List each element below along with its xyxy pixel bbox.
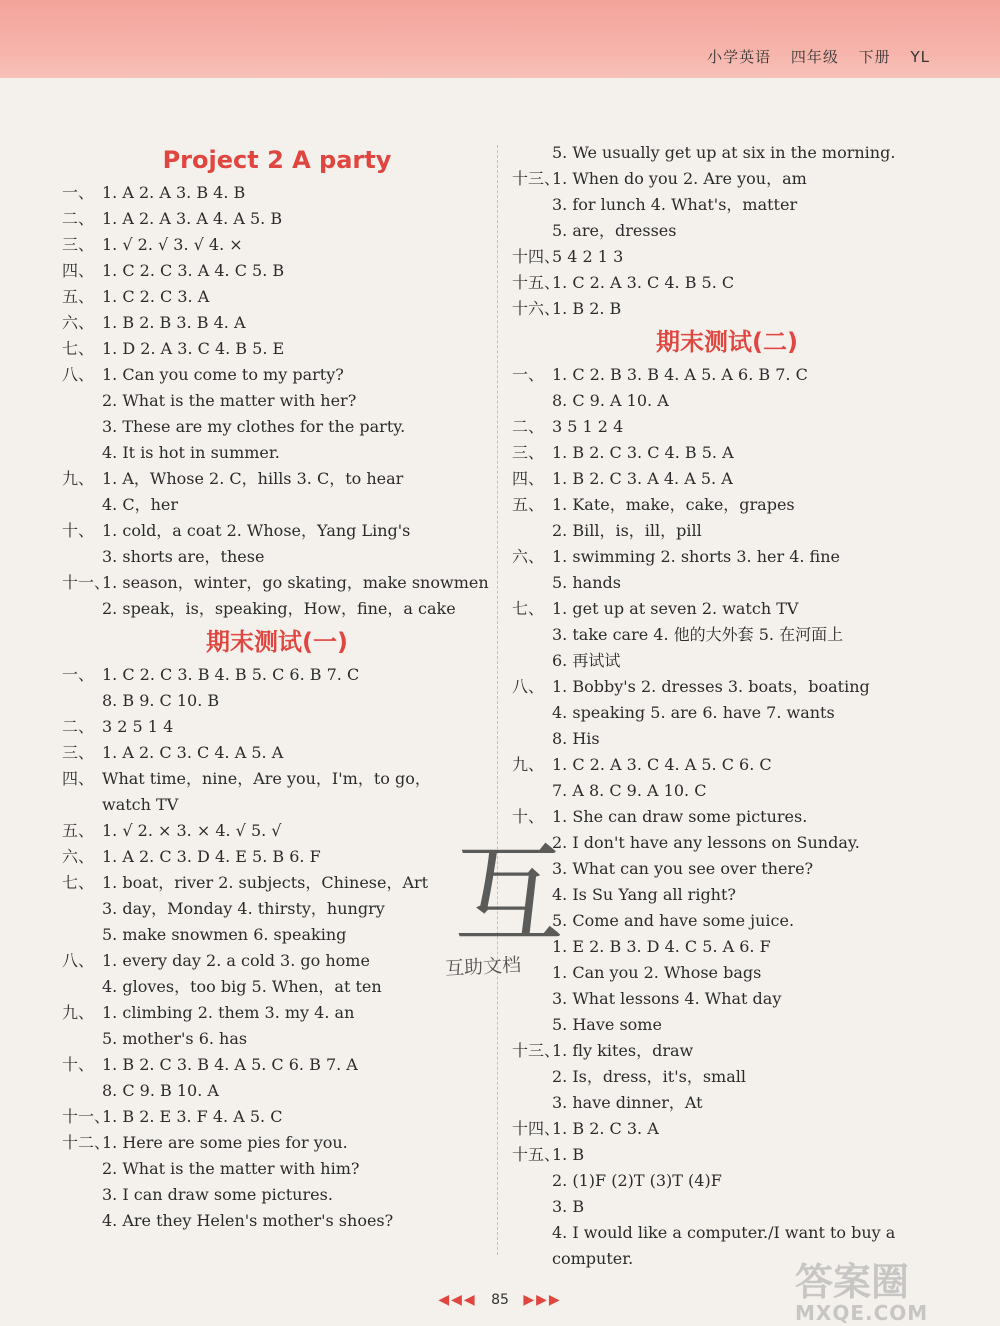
question-number [512,778,552,804]
header-subject: 小学英语 [707,48,772,66]
answer-row [62,1182,492,1208]
answer-text: 4. Is Su Yang all right? [552,885,736,904]
question-number [512,1194,552,1220]
answer-text: 4. speaking 5. are 6. have 7. wants [552,703,835,722]
question-number: 四、 [62,261,95,280]
answer-text: 1. C 2. C 3. B 4. B 5. C 6. B 7. C [102,665,360,684]
answer-row [512,1220,942,1246]
answer-row [512,700,942,726]
answer-text: 1. E 2. B 3. D 4. C 5. A 6. F [552,937,771,956]
answer-row [512,362,942,388]
answer-row [62,766,492,792]
question-number [512,192,552,218]
answer-row [512,1064,942,1090]
question-number: 一、 [62,183,95,202]
question-number [512,570,552,596]
answer-row [512,1194,942,1220]
answer-row [62,792,492,818]
answer-row [512,1116,942,1142]
answer-text: 4. C，her [102,495,179,514]
stamp-character: 互 [454,831,564,959]
header-edition: YL [910,48,930,66]
question-number: 五、 [62,287,95,306]
column-divider [497,145,498,1255]
answer-row [62,818,492,844]
answer-row [512,908,942,934]
question-number [512,1168,552,1194]
page-header [0,0,1000,78]
question-number: 十五、 [512,273,561,292]
answer-row [62,662,492,688]
question-number [512,648,552,674]
answer-text: 2. Is，dress，it's，small [552,1067,746,1086]
answer-row [512,882,942,908]
question-number: 十、 [62,521,95,540]
answer-row [62,570,492,596]
answer-row [62,180,492,206]
answer-text: 1. cold，a coat 2. Whose，Yang Ling's [102,521,411,540]
answer-text: 2. What is the matter with him? [102,1159,360,1178]
answer-row [62,206,492,232]
question-number: 七、 [62,339,95,358]
question-number: 三、 [512,443,545,462]
answer-row [512,388,942,414]
answer-row [512,726,942,752]
question-number [62,1078,102,1104]
question-number: 十、 [512,807,545,826]
answer-row [512,466,942,492]
answer-text: 1. A 2. A 3. B 4. B [102,183,246,202]
answer-row [62,688,492,714]
answer-row [512,296,942,322]
header-term: 下册 [858,48,891,66]
answer-text: 1. √ 2. √ 3. √ 4. × [102,235,243,254]
answer-text: 5. We usually get up at six in the morning. [552,143,896,162]
answer-row [62,1026,492,1052]
answer-text: 3. take care 4. 他的大外套 5. 在河面上 [552,625,844,644]
answer-text: 2. What is the matter with her? [102,391,357,410]
answer-text: 1. Can you come to my party? [102,365,344,384]
left-column [62,140,492,1234]
answer-row [62,310,492,336]
question-number [62,1156,102,1182]
answer-text: 3. I can draw some pictures. [102,1185,333,1204]
answer-row [62,740,492,766]
answer-text: 3. What lessons 4. What day [552,989,782,1008]
page-number: 85 [491,1292,509,1308]
answer-text: 1. B 2. C 3. B 4. A 5. C 6. B 7. A [102,1055,358,1074]
answer-row [512,1012,942,1038]
answer-text: 1. C 2. C 3. A 4. C 5. B [102,261,285,280]
question-number [62,1026,102,1052]
answer-text: What time，nine，Are you，I'm，to go， [102,769,431,788]
answer-text: 2. speak，is，speaking，How，fine，a cake [102,599,456,618]
next-arrows-icon: ▶▶▶ [523,1292,562,1308]
question-number: 一、 [512,365,545,384]
question-number: 十一、 [62,1107,111,1126]
answer-text: 1. boat，river 2. subjects，Chinese，Art [102,873,429,892]
answer-text: 1. Can you 2. Whose bags [552,963,762,982]
answer-row [62,440,492,466]
question-number: 十三、 [512,169,561,188]
answer-row [512,166,942,192]
answer-row [62,870,492,896]
answer-text: 1. swimming 2. shorts 3. her 4. fine [552,547,840,566]
answer-text: 3. shorts are，these [102,547,265,566]
answer-row [512,218,942,244]
answer-row [512,856,942,882]
answer-text: 1. When do you 2. Are you，am [552,169,807,188]
answer-row [512,1168,942,1194]
answer-row [512,778,942,804]
answer-text: 7. A 8. C 9. A 10. C [552,781,707,800]
answer-text: 2. Bill，is，ill，pill [552,521,702,540]
answer-text: 3. These are my clothes for the party. [102,417,406,436]
answer-row [512,492,942,518]
question-number [512,140,552,166]
question-number: 七、 [62,873,95,892]
answer-row [62,492,492,518]
question-number: 六、 [62,313,95,332]
answer-text: 8. C 9. B 10. A [102,1081,219,1100]
question-number: 十一、 [62,573,111,592]
answer-row [62,948,492,974]
question-number: 六、 [62,847,95,866]
answer-row [62,1052,492,1078]
question-number: 十二、 [62,1133,111,1152]
answer-row [512,596,942,622]
answer-text: 5. make snowmen 6. speaking [102,925,347,944]
question-number [512,1064,552,1090]
question-number [512,518,552,544]
answer-text: 5. are，dresses [552,221,677,240]
answer-row [512,830,942,856]
answer-text: 1. climbing 2. them 3. my 4. an [102,1003,355,1022]
watermark-cn: 答案圈 [795,1260,910,1304]
section-title: Project 2 A party [162,146,392,174]
question-number [512,1246,552,1272]
question-number [62,922,102,948]
answer-text: 2. I don't have any lessons on Sunday. [552,833,860,852]
answer-text: 3. B [552,1197,585,1216]
answer-row [62,596,492,622]
answer-row [62,974,492,1000]
question-number [512,700,552,726]
question-number: 二、 [62,209,95,228]
answer-text: 1. A，Whose 2. C，hills 3. C，to hear [102,469,404,488]
answer-text: 1. Kate，make，cake，grapes [552,495,795,514]
question-number: 九、 [62,1003,95,1022]
answer-row [512,544,942,570]
question-number: 九、 [62,469,95,488]
answer-text: 8. C 9. A 10. A [552,391,669,410]
answer-text: 1. B 2. C 3. A 4. A 5. A [552,469,733,488]
answer-row [512,622,942,648]
answer-text: 1. B 2. B 3. B 4. A [102,313,246,332]
question-number [62,492,102,518]
answer-row [512,1038,942,1064]
answer-text: 3. day，Monday 4. thirsty，hungry [102,899,385,918]
answer-row [512,440,942,466]
question-number: 八、 [62,365,95,384]
question-number: 四、 [512,469,545,488]
answer-row [512,986,942,1012]
question-number [62,974,102,1000]
answer-row [62,232,492,258]
question-number: 十四、 [512,247,561,266]
question-number: 十三、 [512,1041,561,1060]
answer-text: 1. season，winter，go skating，make snowmen [102,573,489,592]
answer-text: 1. fly kites，draw [552,1041,694,1060]
answer-row [512,192,942,218]
answer-row [62,388,492,414]
answer-row [62,284,492,310]
answer-text: 1. A 2. A 3. A 4. A 5. B [102,209,283,228]
stamp-label: 互助文档 [444,954,522,980]
answer-text: 2. (1)F (2)T (3)T (4)F [552,1171,722,1190]
prev-arrows-icon: ◀◀◀ [438,1292,477,1308]
answer-row [62,1130,492,1156]
watermark-url: MXQE.COM [795,1301,929,1325]
question-number: 四、 [62,769,95,788]
answer-row [62,1156,492,1182]
question-number [512,622,552,648]
answer-row [62,896,492,922]
answer-text: 5. mother's 6. has [102,1029,248,1048]
question-number: 十五、 [512,1145,561,1164]
answer-text: 3. have dinner，At [552,1093,703,1112]
question-number: 五、 [512,495,545,514]
question-number: 五、 [62,821,95,840]
question-number [512,726,552,752]
question-number [62,896,102,922]
answer-row [512,804,942,830]
question-number: 三、 [62,235,95,254]
answer-text: 1. B 2. C 3. A [552,1119,659,1138]
answer-text: 1. B 2. B [552,299,622,318]
answer-row [512,270,942,296]
answer-row [62,414,492,440]
answer-text: 5 4 2 1 3 [552,247,624,266]
question-number: 八、 [512,677,545,696]
answer-text: 1. A 2. C 3. C 4. A 5. A [102,743,284,762]
answer-row [62,336,492,362]
answer-text: watch TV [102,795,179,814]
question-number: 十、 [62,1055,95,1074]
question-number [512,1090,552,1116]
answer-text: 1. √ 2. × 3. × 4. √ 5. √ [102,821,282,840]
answer-row [512,570,942,596]
question-number [62,388,102,414]
right-column [512,140,942,1272]
answer-row [512,1090,942,1116]
answer-row [512,414,942,440]
answer-text: 3 5 1 2 4 [552,417,624,436]
answer-text: 6. 再试试 [552,651,621,670]
answer-row [62,1000,492,1026]
question-number [512,986,552,1012]
answer-row [512,752,942,778]
answer-text: 1. Bobby's 2. dresses 3. boats，boating [552,677,870,696]
question-number [62,792,102,818]
question-number: 三、 [62,743,95,762]
answer-text: 3. for lunch 4. What's，matter [552,195,798,214]
answer-row [512,674,942,700]
question-number [62,414,102,440]
answer-text: 1. She can draw some pictures. [552,807,808,826]
answer-text: 1. Here are some pies for you. [102,1133,348,1152]
question-number [62,688,102,714]
answer-row [512,140,942,166]
question-number [62,1182,102,1208]
answer-row [62,1208,492,1234]
question-number [62,596,102,622]
question-number [62,440,102,466]
stamp-watermark [440,831,570,985]
header-grade: 四年级 [790,48,839,66]
answer-row [512,648,942,674]
answer-text: 5. hands [552,573,621,592]
answer-text: 1. C 2. A 3. C 4. A 5. C 6. C [552,755,772,774]
answer-text: 1. C 2. B 3. B 4. A 5. A 6. B 7. C [552,365,808,384]
answer-text: 3. What can you see over there? [552,859,814,878]
answer-text: 1. C 2. C 3. A [102,287,210,306]
answer-row [512,244,942,270]
question-number [512,388,552,414]
answer-text: 4. It is hot in summer. [102,443,280,462]
answer-text: 1. every day 2. a cold 3. go home [102,951,370,970]
question-number [512,1220,552,1246]
answer-row [62,466,492,492]
section-title: 期末测试(一) [206,628,348,656]
answer-text: 8. His [552,729,600,748]
answer-text: 1. B 2. C 3. C 4. B 5. A [552,443,734,462]
answer-text: 3 2 5 1 4 [102,717,174,736]
question-number [512,218,552,244]
answer-row [62,1104,492,1130]
answer-text: computer. [552,1249,634,1268]
section-title: 期末测试(二) [656,328,798,356]
answer-text: 1. get up at seven 2. watch TV [552,599,799,618]
answer-text: 1. C 2. A 3. C 4. B 5. C [552,273,735,292]
answer-text: 5. Have some [552,1015,662,1034]
answer-text: 1. A 2. C 3. D 4. E 5. B 6. F [102,847,321,866]
question-number: 十四、 [512,1119,561,1138]
answer-row [512,1142,942,1168]
page-footer [0,1292,1000,1308]
question-number: 六、 [512,547,545,566]
answer-row [62,544,492,570]
question-number [62,1208,102,1234]
answer-row [62,518,492,544]
answer-text: 8. B 9. C 10. B [102,691,220,710]
answer-text: 1. B [552,1145,585,1164]
answer-row [62,1078,492,1104]
question-number: 二、 [512,417,545,436]
answer-row [512,960,942,986]
question-number: 八、 [62,951,95,970]
header-info [693,46,930,67]
question-number: 十六、 [512,299,561,318]
answer-row [512,518,942,544]
question-number: 九、 [512,755,545,774]
question-number [512,1012,552,1038]
answer-text: 1. D 2. A 3. C 4. B 5. E [102,339,285,358]
answer-row [62,362,492,388]
question-number: 二、 [62,717,95,736]
answer-row [62,922,492,948]
question-number: 一、 [62,665,95,684]
answer-row [512,934,942,960]
answer-text: 1. B 2. E 3. F 4. A 5. C [102,1107,283,1126]
answer-row [62,714,492,740]
question-number [62,544,102,570]
answer-text: 4. Are they Helen's mother's shoes? [102,1211,394,1230]
answer-text: 4. gloves，too big 5. When，at ten [102,977,382,996]
answer-row [62,844,492,870]
answer-text: 4. I would like a computer./I want to buy a [552,1223,896,1242]
answer-text: 5. Come and have some juice. [552,911,795,930]
question-number: 七、 [512,599,545,618]
answer-row [62,258,492,284]
